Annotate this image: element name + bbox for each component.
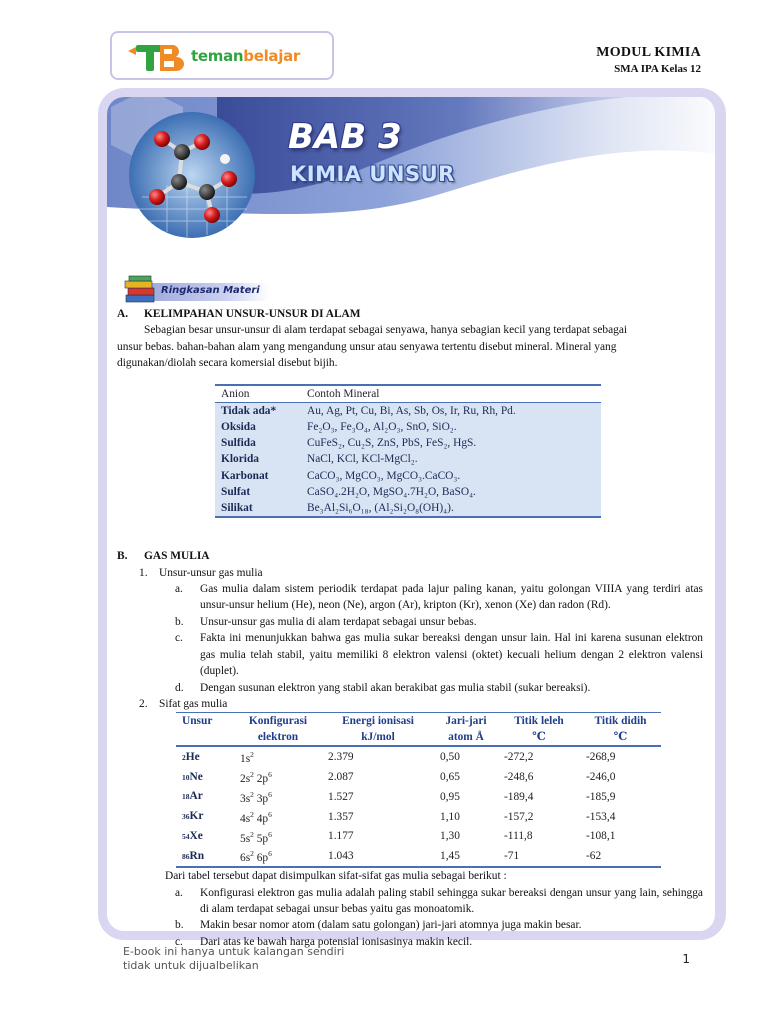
noble-gas-table xyxy=(176,712,661,868)
table-row xyxy=(176,746,661,767)
anion-cell: Karbonat xyxy=(215,468,301,484)
mineral-cell: NaCl, KCl, KCl-MgCl₂. xyxy=(301,451,601,467)
boiling-point-cell: -62 xyxy=(586,850,602,863)
configuration-cell: $6s^2$ $6p^6$ xyxy=(240,849,272,865)
conclusion-intro: Dari tabel tersebut dapat disimpulkan sifat-sifat gas mulia sebagai berikut : xyxy=(165,870,507,883)
table-row xyxy=(215,484,601,500)
boiling-point-cell: -185,9 xyxy=(586,790,616,803)
sub-list-text: Makin besar nomor atom (dalam satu golongan) jari-jari atomnya juga makin besar. xyxy=(200,919,582,932)
sub-list-letter: c. xyxy=(175,632,183,645)
table-row xyxy=(215,468,601,484)
mineral-cell: CuFeS₂, Cu₂S, ZnS, PbS, FeS₂, HgS. xyxy=(301,435,601,451)
table-row xyxy=(176,807,661,827)
radius-cell: 1,10 xyxy=(440,810,460,823)
paragraph-line: unsur bebas. bahan-bahan alam yang mengandung unsur atau senyawa tertentu disebut mineral. Mineral yang xyxy=(117,340,617,353)
list-item xyxy=(117,565,703,581)
energy-cell: 1.527 xyxy=(328,790,354,803)
element-cell: 36Kr xyxy=(182,810,204,823)
table-row xyxy=(215,402,601,419)
element-cell: 2He xyxy=(182,750,200,763)
chapter-number: BAB 3 xyxy=(288,117,402,157)
sub-list-text: Konfigurasi elektron gas mulia adalah paling stabil sehingga sukar bereaksi dengan unsur yang lain, sehingga di alam terdapat sebagai unsur bebas yaitu gas monoatomik. xyxy=(200,886,703,915)
configuration-cell: $5s^2$ $5p^6$ xyxy=(240,829,272,845)
melting-point-cell: -248,6 xyxy=(504,771,534,783)
radius-cell: 0,65 xyxy=(440,771,460,783)
configuration-cell: $1s^2$ xyxy=(240,750,254,766)
list-label: Sifat gas mulia xyxy=(159,697,228,710)
section-a-number: A. xyxy=(117,308,129,320)
column-header: Energi ionisasi kJ/mol xyxy=(322,713,434,747)
table-row xyxy=(215,419,601,435)
energy-cell: 1.043 xyxy=(328,850,354,863)
anion-cell: Sulfat xyxy=(215,484,301,500)
column-header: Unsur xyxy=(176,713,234,747)
boiling-point-cell: -268,9 xyxy=(586,751,616,764)
boiling-point-cell: -246,0 xyxy=(586,771,616,783)
mineral-cell: Au, Ag, Pt, Cu, Bi, As, Sb, Os, Ir, Ru, Rh, Pd. xyxy=(301,402,601,419)
column-header: Anion xyxy=(215,385,301,403)
sub-list-letter: a. xyxy=(175,583,183,596)
section-a-paragraph xyxy=(117,322,703,371)
table-row xyxy=(215,435,601,451)
mineral-cell: Be₃Al₂Si₆O₁₈, (Al₂Si₂O₈(OH)₄). xyxy=(301,500,601,517)
melting-point-cell: -111,8 xyxy=(504,830,533,843)
melting-point-cell: -272,2 xyxy=(504,751,534,764)
element-cell: 18Ar xyxy=(182,790,203,803)
sub-list-letter: a. xyxy=(175,886,183,899)
logo-text: temanbelajar xyxy=(191,47,301,65)
column-header: Jari-jari atom Å xyxy=(434,713,498,747)
column-header: Titik didih ℃ xyxy=(580,713,661,747)
sub-list-item xyxy=(117,917,703,933)
table-row xyxy=(215,451,601,467)
column-header: Contoh Mineral xyxy=(301,385,601,403)
footer-line: tidak untuk dijualbelikan xyxy=(123,959,259,972)
melting-point-cell: -71 xyxy=(504,850,520,863)
table-row xyxy=(176,846,661,867)
section-b-heading xyxy=(117,548,703,564)
sub-list-text: Dari atas ke bawah harga potensial ionisasinya makin kecil. xyxy=(200,935,473,948)
energy-cell: 2.087 xyxy=(328,771,354,783)
footer-line: E-book ini hanya untuk kalangan sendiri xyxy=(123,945,345,958)
summary-tag xyxy=(123,275,271,305)
page-number: 1 xyxy=(682,952,690,966)
mineral-cell: CaSO₄.2H₂O, MgSO₄.7H₂O, BaSO₄. xyxy=(301,484,601,500)
list-label: Unsur-unsur gas mulia xyxy=(159,566,263,579)
sub-list-item xyxy=(117,581,703,614)
sub-list-text: Dengan susunan elektron yang stabil akan berakibat gas mulia stabil (sukar bereaksi). xyxy=(200,681,591,694)
anion-cell: Silikat xyxy=(215,500,301,517)
footer-note xyxy=(123,945,344,973)
energy-cell: 2.379 xyxy=(328,751,354,764)
sub-list-item xyxy=(117,630,703,679)
sub-list-letter: b. xyxy=(175,615,184,628)
section-b-number: B. xyxy=(117,550,128,563)
summary-tag-label: Ringkasan Materi xyxy=(161,285,260,296)
paragraph-line: Sebagian besar unsur-unsur di alam terdapat sebagai senyawa, hanya sebagian kecil yang terdapat sebagai xyxy=(144,324,628,337)
sub-list-text: Unsur-unsur gas mulia di alam terdapat sebagai unsur bebas. xyxy=(200,615,477,628)
list-number: 2. xyxy=(139,697,148,710)
main-content xyxy=(117,306,703,950)
energy-cell: 1.357 xyxy=(328,810,354,823)
boiling-point-cell: -108,1 xyxy=(586,830,616,843)
noble-gas-table-header xyxy=(176,713,661,747)
melting-point-cell: -157,2 xyxy=(504,810,534,823)
configuration-cell: $4s^2$ $4p^6$ xyxy=(240,809,272,825)
sub-list-text: Fakta ini menunjukkan bahwa gas mulia sukar bereaksi dengan unsur lain. Hal ini karena susunan elektron gas mulia telah stabil, yaitu memiliki 8 elektron valensi (oktet) kecuali helium dengan 2 elektron valensi (duplet). xyxy=(200,632,703,678)
section-a-heading xyxy=(117,306,703,322)
element-cell: 54Xe xyxy=(182,829,203,842)
mineral-table-header xyxy=(215,385,601,403)
mineral-cell: Fe₂O₃, Fe₃O₄, Al₂O₃, SnO, SiO₂. xyxy=(301,419,601,435)
configuration-cell: $3s^2$ $3p^6$ xyxy=(240,789,272,805)
anion-cell: Oksida xyxy=(215,419,301,435)
configuration-cell: $2s^2$ $2p^6$ xyxy=(240,770,272,785)
module-title: MODUL KIMIA xyxy=(596,45,701,60)
column-header: Titik leleh ℃ xyxy=(498,713,580,747)
section-a-title: KELIMPAHAN UNSUR-UNSUR DI ALAM xyxy=(144,308,361,320)
column-header: Konfigurasi elektron xyxy=(234,713,322,747)
sub-list-letter: c. xyxy=(175,935,183,948)
chapter-title: KIMIA UNSUR xyxy=(290,162,455,186)
books-icon xyxy=(123,275,159,305)
sub-list-item xyxy=(117,614,703,630)
radius-cell: 1,45 xyxy=(440,850,460,863)
energy-cell: 1.177 xyxy=(328,830,354,843)
radius-cell: 0,50 xyxy=(440,751,460,764)
table-row xyxy=(176,787,661,807)
table-row xyxy=(176,767,661,787)
element-cell: 86Rn xyxy=(182,849,205,862)
module-header xyxy=(596,45,701,75)
sub-list-item xyxy=(117,680,703,696)
sub-list-letter: d. xyxy=(175,681,184,694)
boiling-point-cell: -153,4 xyxy=(586,810,616,823)
sub-list-letter: b. xyxy=(175,919,184,932)
radius-cell: 1,30 xyxy=(440,830,460,843)
mineral-cell: CaCO₃, MgCO₃, MgCO₃.CaCO₃. xyxy=(301,468,601,484)
table-row xyxy=(176,827,661,847)
logo xyxy=(110,31,334,80)
anion-cell: Sulfida xyxy=(215,435,301,451)
section-b-title: GAS MULIA xyxy=(144,550,210,563)
list-number: 1. xyxy=(139,566,148,579)
list-item xyxy=(117,696,703,712)
sub-list-text: Gas mulia dalam sistem periodik terdapat pada lajur paling kanan, yaitu golongan VIIIA yang terdiri atas unsur-unsur helium (He), neon (Ne), argon (Ar), kripton (Kr), xenon (Xe) dan radon (Rd). xyxy=(200,583,703,612)
sub-list-item xyxy=(117,885,703,918)
melting-point-cell: -189,4 xyxy=(504,790,534,803)
paragraph-line: digunakan/diolah secara komersial disebut bijih. xyxy=(117,357,338,370)
module-subtitle: SMA IPA Kelas 12 xyxy=(614,63,701,75)
anion-cell: Tidak ada* xyxy=(215,402,301,419)
radius-cell: 0,95 xyxy=(440,790,460,803)
table-row xyxy=(215,500,601,517)
anion-cell: Klorida xyxy=(215,451,301,467)
mineral-table xyxy=(215,384,601,519)
teman-belajar-logo-icon xyxy=(126,41,186,73)
element-cell: 10Ne xyxy=(182,770,203,783)
